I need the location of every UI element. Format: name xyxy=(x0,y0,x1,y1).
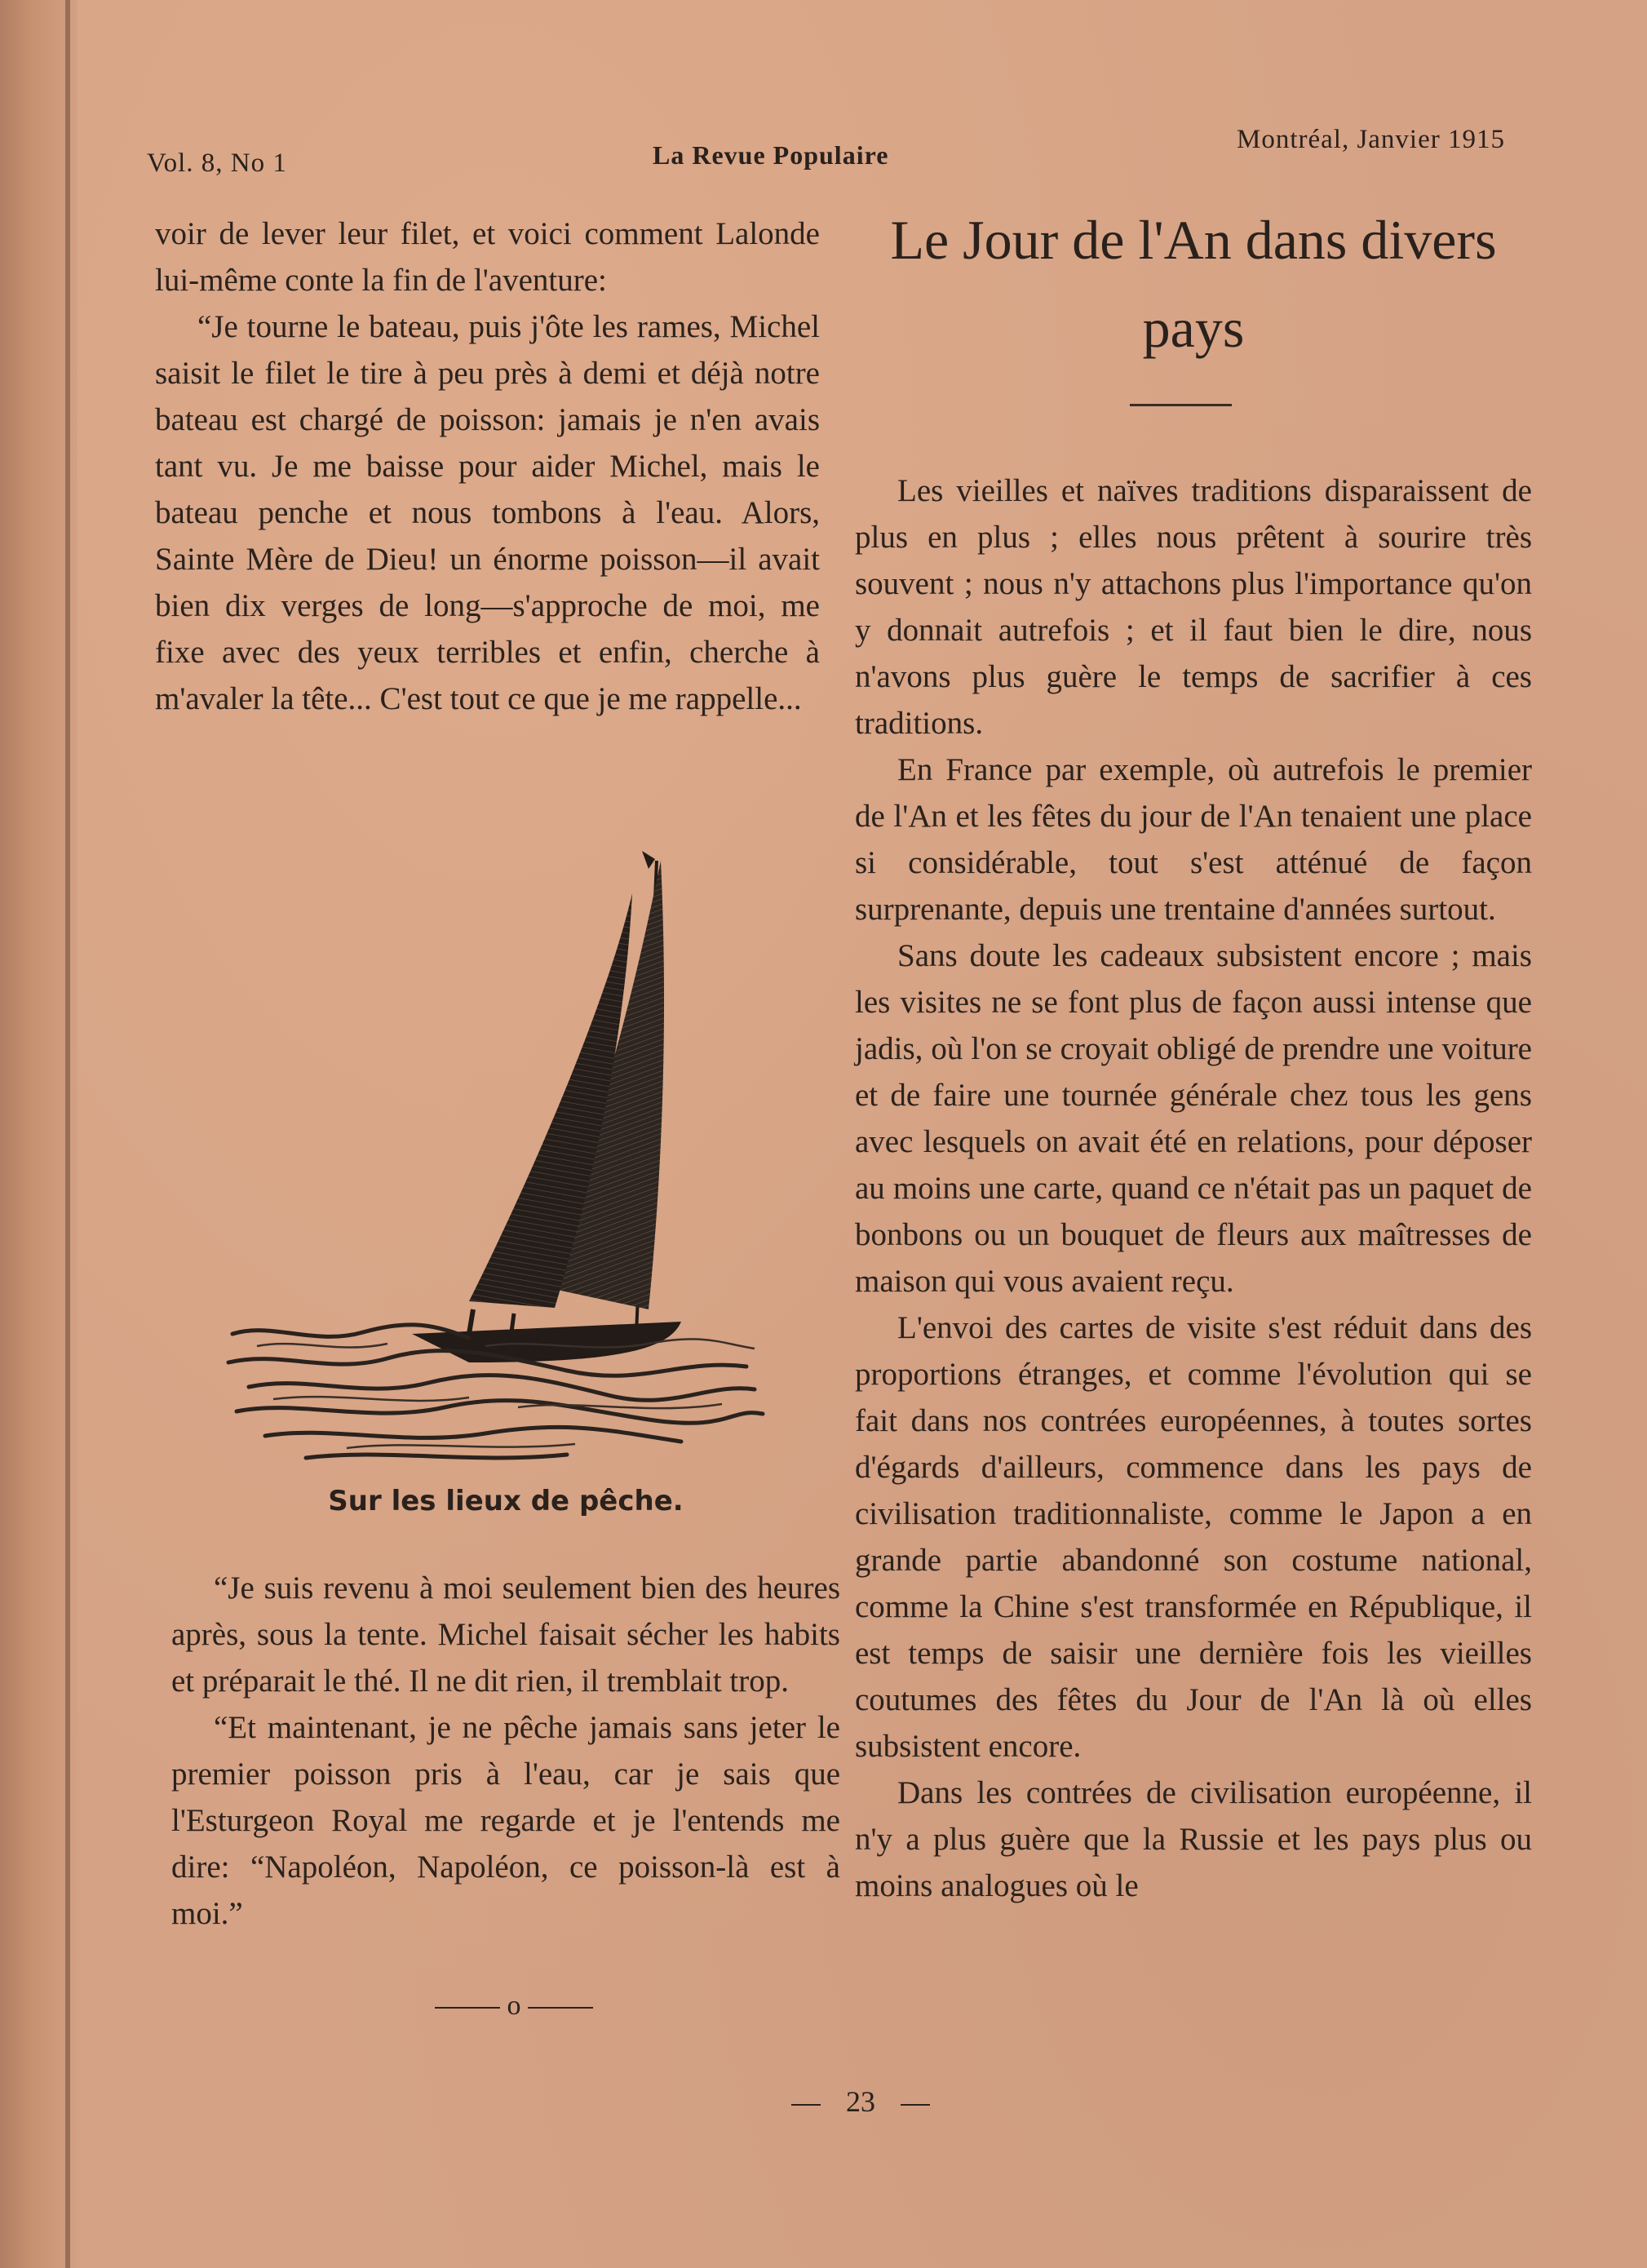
paragraph: “Je tourne le bateau, puis j'ôte les rames, Michel saisit le filet le tire à peu près à demi et déjà notre bateau est chargé de poisson: jamais je n'en avais tant vu. Je me baisse pour aider Michel, mais le bateau penche et nous tombons à l'eau. Alors, Sainte Mère de Dieu! un énorme poisson—il avait bien dix verges de long—s'approche de moi, me fixe avec des yeux terribles et enfin, cherche à m'avaler la tête... C'est tout ce que je me rappelle... xyxy=(155,309,820,716)
separator-rule xyxy=(528,2007,593,2009)
separator-mark: o xyxy=(507,1991,521,2021)
magazine-name: La Revue Populaire xyxy=(653,140,889,170)
page-number xyxy=(763,2084,959,2119)
paragraph: En France par exemple, où autrefois le premier de l'An et les fêtes du jour de l'An tenaient une place si considérable, tout s'est atténué de façon surprenante, depuis une trentaine d'années surtout. xyxy=(855,752,1532,927)
separator-rule xyxy=(435,2007,500,2009)
paragraph: “Et maintenant, je ne pêche jamais sans jeter le premier poisson pris à l'eau, car je sais que l'Esturgeon Royal me regarde et je l'entends me dire: “Napoléon, Napoléon, ce poisson-là est à moi.” xyxy=(171,1710,840,1931)
paragraph: Les vieilles et naïves traditions disparaissent de plus en plus ; elles nous prêtent à sourire très souvent ; nous n'y attachons plus l'importance qu'on y donnait autrefois ; et il faut bien le dire, nous n'avons plus guère le temps de sacrifier à ces traditions. xyxy=(855,473,1532,741)
paragraph: Dans les contrées de civilisation européenne, il n'y a plus guère que la Russie et les pays plus ou moins analogues où le xyxy=(855,1775,1532,1903)
article-title: Le Jour de l'An dans divers pays xyxy=(890,209,1497,359)
folio-rule xyxy=(901,2104,930,2106)
place-date: Montréal, Janvier 1915 xyxy=(1236,125,1505,154)
right-column xyxy=(855,467,1532,1909)
paragraph: L'envoi des cartes de visite s'est réduit dans des proportions étranges, et comme l'évolution qui se fait dans nos contrées européennes, à toutes sortes d'égards d'ailleurs, commence dans les pays de civilisation traditionnaliste, comme le Japon a en grande partie abandonné son costume national, comme la Chine s'est transformée en République, il est temps de saisir une dernière fois les vieilles coutumes des fêtes du Jour de l'An là où elles subsistent encore. xyxy=(855,1310,1532,1764)
title-rule xyxy=(1130,404,1232,406)
left-column-bottom xyxy=(171,1565,840,1937)
folio-rule xyxy=(791,2104,821,2106)
section-separator xyxy=(424,1991,604,2022)
paragraph: voir de lever leur filet, et voici comment Lalonde lui-même conte la fin de l'aventure: xyxy=(155,216,820,298)
left-column-top xyxy=(155,210,820,722)
illustration-caption: Sur les lieux de pêche. xyxy=(328,1485,684,1517)
binding-edge xyxy=(65,0,70,2268)
running-header xyxy=(147,122,1505,178)
volume-number: Vol. 8, No 1 xyxy=(147,148,287,178)
paragraph: “Je suis revenu à moi seulement bien des heures après, sous la tente. Michel faisait sécher les habits et préparait le thé. Il ne dit rien, il tremblait trop. xyxy=(171,1570,840,1699)
paragraph: Sans doute les cadeaux subsistent encore ; mais les visites ne se font plus de façon aussi intense que jadis, où l'on se croyait obligé de prendre une voiture et de faire une tournée générale chez tous les gens avec lesquels on avait été en relations, pour déposer au moins une carte, quand ce n'était pas un paquet de bonbons ou un bouquet de fleurs aux maîtresses de maison qui vous avaient reçu. xyxy=(855,938,1532,1299)
page-number-text: 23 xyxy=(846,2085,875,2118)
sailboat-woodcut-icon xyxy=(224,844,771,1473)
